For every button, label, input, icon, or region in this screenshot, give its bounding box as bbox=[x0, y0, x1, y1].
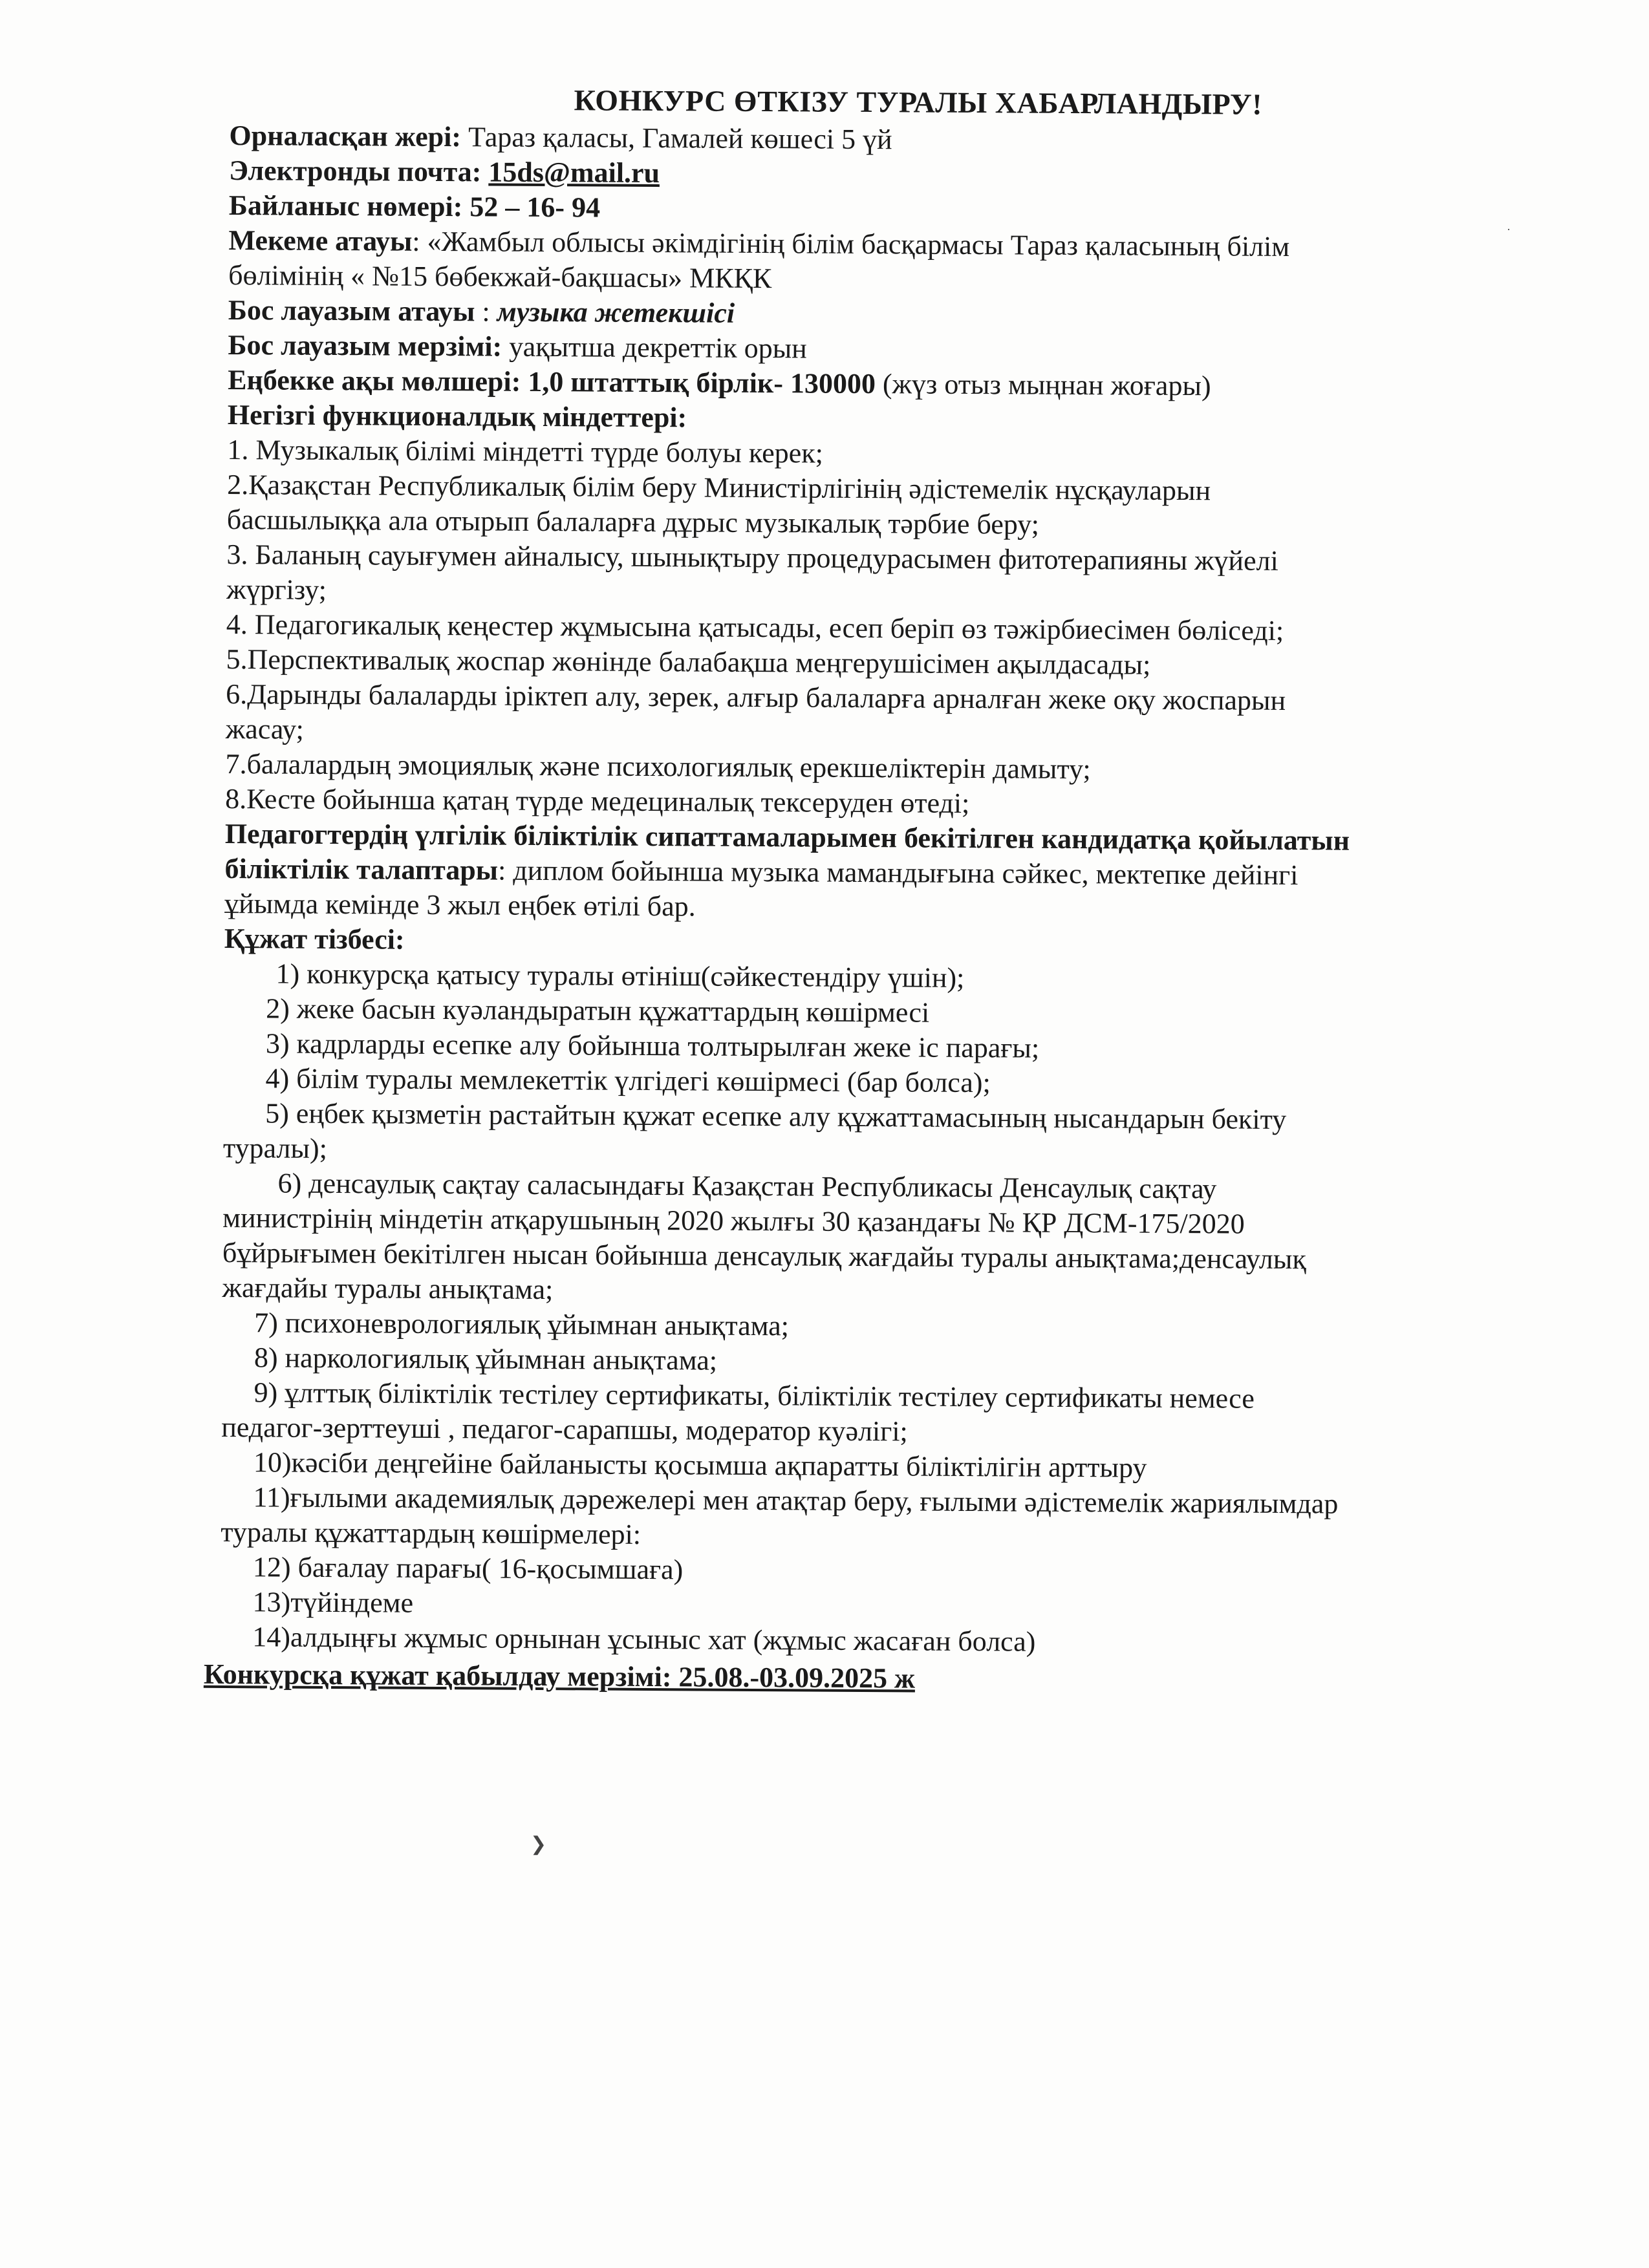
document-title: КОНКУРС ӨТКІЗУ ТУРАЛЫ ХАБАРЛАНДЫРУ! bbox=[574, 83, 1263, 121]
term-value: уақытша декреттік орын bbox=[509, 330, 807, 365]
document-item-line: 9) ұлттық біліктілік тестілеу сертификаты, біліктілік тестілеу сертификаты немесе bbox=[253, 1376, 1255, 1415]
location-value: Тараз қаласы, Гамалей көшесі 5 үй bbox=[468, 121, 892, 156]
duty-item-line: жүргізу; bbox=[226, 573, 327, 606]
duty-item-line: 8.Кесте бойынша қатаң түрде медециналық тексеруден өтеді; bbox=[225, 782, 970, 820]
document-item-line: 13)түйіндеме bbox=[252, 1586, 414, 1619]
duty-item-line: 7.балалардың эмоциялық және психологиялық ерекшеліктерін дамыту; bbox=[225, 747, 1091, 786]
location-label: Орналасқан жері: bbox=[229, 119, 462, 153]
duty-item bbox=[227, 467, 1534, 545]
document-item bbox=[221, 1480, 1527, 1557]
document-item-line: 11)ғылыми академиялық дәрежелері мен атақтар беру, ғылыми әдістемелік жариялымдар bbox=[253, 1481, 1339, 1520]
document-item-line: 4) білім туралы мемлекеттік үлгідегі көшірмесі (бар болса); bbox=[265, 1062, 991, 1099]
duty-item-line: 2.Қазақстан Республикалық білім беру Министірлігінің әдістемелік нұсқауларын bbox=[227, 468, 1211, 507]
document-item-line: педагог-зерттеуші , педагог-сарапшы, модератор куәлігі; bbox=[221, 1411, 908, 1448]
institution-line-2: бөлімінің « №15 бөбекжай-бақшасы» МКҚК bbox=[228, 259, 772, 295]
documents-list bbox=[220, 956, 1531, 1662]
salary-value: 1,0 штаттық бірлік- 130000 bbox=[528, 365, 876, 400]
document-item-line: 8) наркологиялық ұйымнан анықтама; bbox=[253, 1342, 718, 1376]
document-item-line: 7) психоневрологиялық ұйымнан анықтама; bbox=[254, 1307, 790, 1342]
document-item-line: туралы); bbox=[222, 1131, 328, 1164]
document-item bbox=[221, 1375, 1528, 1453]
institution-value-1: : «Жамбыл облысы әкімдігінің білім басқармасы Тараз қаласының білім bbox=[412, 225, 1290, 263]
term-label: Бос лауазым мерзімі: bbox=[228, 328, 502, 363]
document-item bbox=[223, 1096, 1530, 1173]
email-label: Электронды почта: bbox=[229, 154, 482, 188]
documents-heading: Құжат тізбесі: bbox=[224, 922, 405, 956]
salary-label: Еңбекке ақы мөлшері: bbox=[228, 363, 521, 398]
duty-item-line: 1. Музыкалық білімі міндетті түрде болуы керек; bbox=[227, 433, 824, 469]
vacancy-separator: : bbox=[475, 295, 497, 328]
document-item-line: 14)алдыңғы жұмыс орнынан ұсыныс хат (жұмыс жасаған болса) bbox=[252, 1621, 1036, 1658]
phone-value: 52 – 16- 94 bbox=[469, 191, 601, 224]
duty-item-line: 4. Педагогикалық кеңестер жұмысына қатысады, есеп беріп өз тәжірбиесімен бөліседі; bbox=[226, 608, 1284, 647]
announcement-document bbox=[203, 81, 1536, 1700]
document-item-line: министрінің міндетін атқарушының 2020 жылғы 30 қазандағы № ҚР ДСМ-175/2020 bbox=[222, 1201, 1245, 1240]
duties-list bbox=[225, 433, 1534, 824]
scan-speck: ❯ bbox=[530, 1834, 547, 1855]
document-item-line: туралы құжаттардың көшірмелері: bbox=[221, 1515, 641, 1550]
duty-item bbox=[226, 537, 1533, 615]
salary-note: (жүз отыз мыңнан жоғары) bbox=[882, 368, 1211, 402]
document-item-line: бұйрығымен бекітілген нысан бойынша денсаулық жағдайы туралы анықтама;денсаулық bbox=[222, 1236, 1306, 1276]
institution-label: Мекеме атауы bbox=[228, 224, 413, 257]
document-item-line: 1) конкурсқа қатысу туралы өтініш(сәйкестендіру үшін); bbox=[275, 957, 965, 994]
document-item bbox=[222, 1166, 1529, 1313]
document-item-line: 10)кәсіби деңгейіне байланысты қосымша ақпаратты біліктілігін арттыру bbox=[253, 1446, 1147, 1484]
document-item-line: 5) еңбек қызметін растайтын құжат есепке алу құжаттамасының нысандарын бекіту bbox=[265, 1097, 1287, 1136]
document-item-line: 2) жеке басын куәландыратын құжаттардың көшірмесі bbox=[266, 992, 930, 1029]
deadline-line: Конкурсқа құжат қабылдау мерзімі: 25.08.-03.09.2025 ж bbox=[203, 1658, 916, 1695]
document-item bbox=[220, 1620, 1526, 1662]
email-value: 15ds@mail.ru bbox=[488, 156, 660, 189]
vacancy-value: музыка жетекшісі bbox=[497, 295, 735, 329]
qualification-line-1: Педагогтердің үлгілік біліктілік сипаттамаларымен бекітілген кандидатқа қойылатын bbox=[224, 817, 1350, 857]
phone-label: Байланыс нөмері: bbox=[228, 189, 463, 223]
qualification-line-3: ұйымда кемінде 3 жыл еңбек өтілі бар. bbox=[224, 887, 696, 923]
document-item-line: 6) денсаулық сақтау саласындағы Қазақстан Республикасы Денсаулық сақтау bbox=[277, 1167, 1217, 1205]
duty-item-line: басшылыққа ала отырып балаларға дұрыс музыкалық тәрбие беру; bbox=[226, 503, 1040, 540]
duties-heading: Негізгі функционалдық міндеттері: bbox=[227, 398, 687, 434]
document-item-line: 12) бағалау парағы( 16-қосымшаға) bbox=[252, 1551, 684, 1586]
document-item-line: жағдайы туралы анықтама; bbox=[222, 1271, 554, 1306]
duty-item-line: 6.Дарынды балаларды іріктеп алу, зерек, алғыр балаларға арналған жеке оқу жоспарын bbox=[226, 678, 1286, 716]
duty-item-line: жасау; bbox=[225, 712, 304, 745]
duty-item-line: 3. Баланың сауығумен айналысу, шынықтыру процедурасымен фитотерапияны жүйелі bbox=[226, 538, 1278, 577]
qualification-label: біліктілік талаптары bbox=[224, 852, 499, 886]
duty-item bbox=[226, 677, 1533, 754]
qualification-value: : диплом бойынша музыка мамандығына сәйкес, мектепке дейінгі bbox=[497, 854, 1299, 892]
vacancy-label: Бос лауазым атауы bbox=[228, 294, 475, 328]
scan-speck: · bbox=[1507, 223, 1511, 236]
document-item-line: 3) кадрларды есепке алу бойынша толтырылған жеке іс парағы; bbox=[265, 1027, 1040, 1064]
duty-item-line: 5.Перспективалық жоспар жөнінде балабақша меңгерушісімен ақылдасады; bbox=[226, 643, 1151, 681]
